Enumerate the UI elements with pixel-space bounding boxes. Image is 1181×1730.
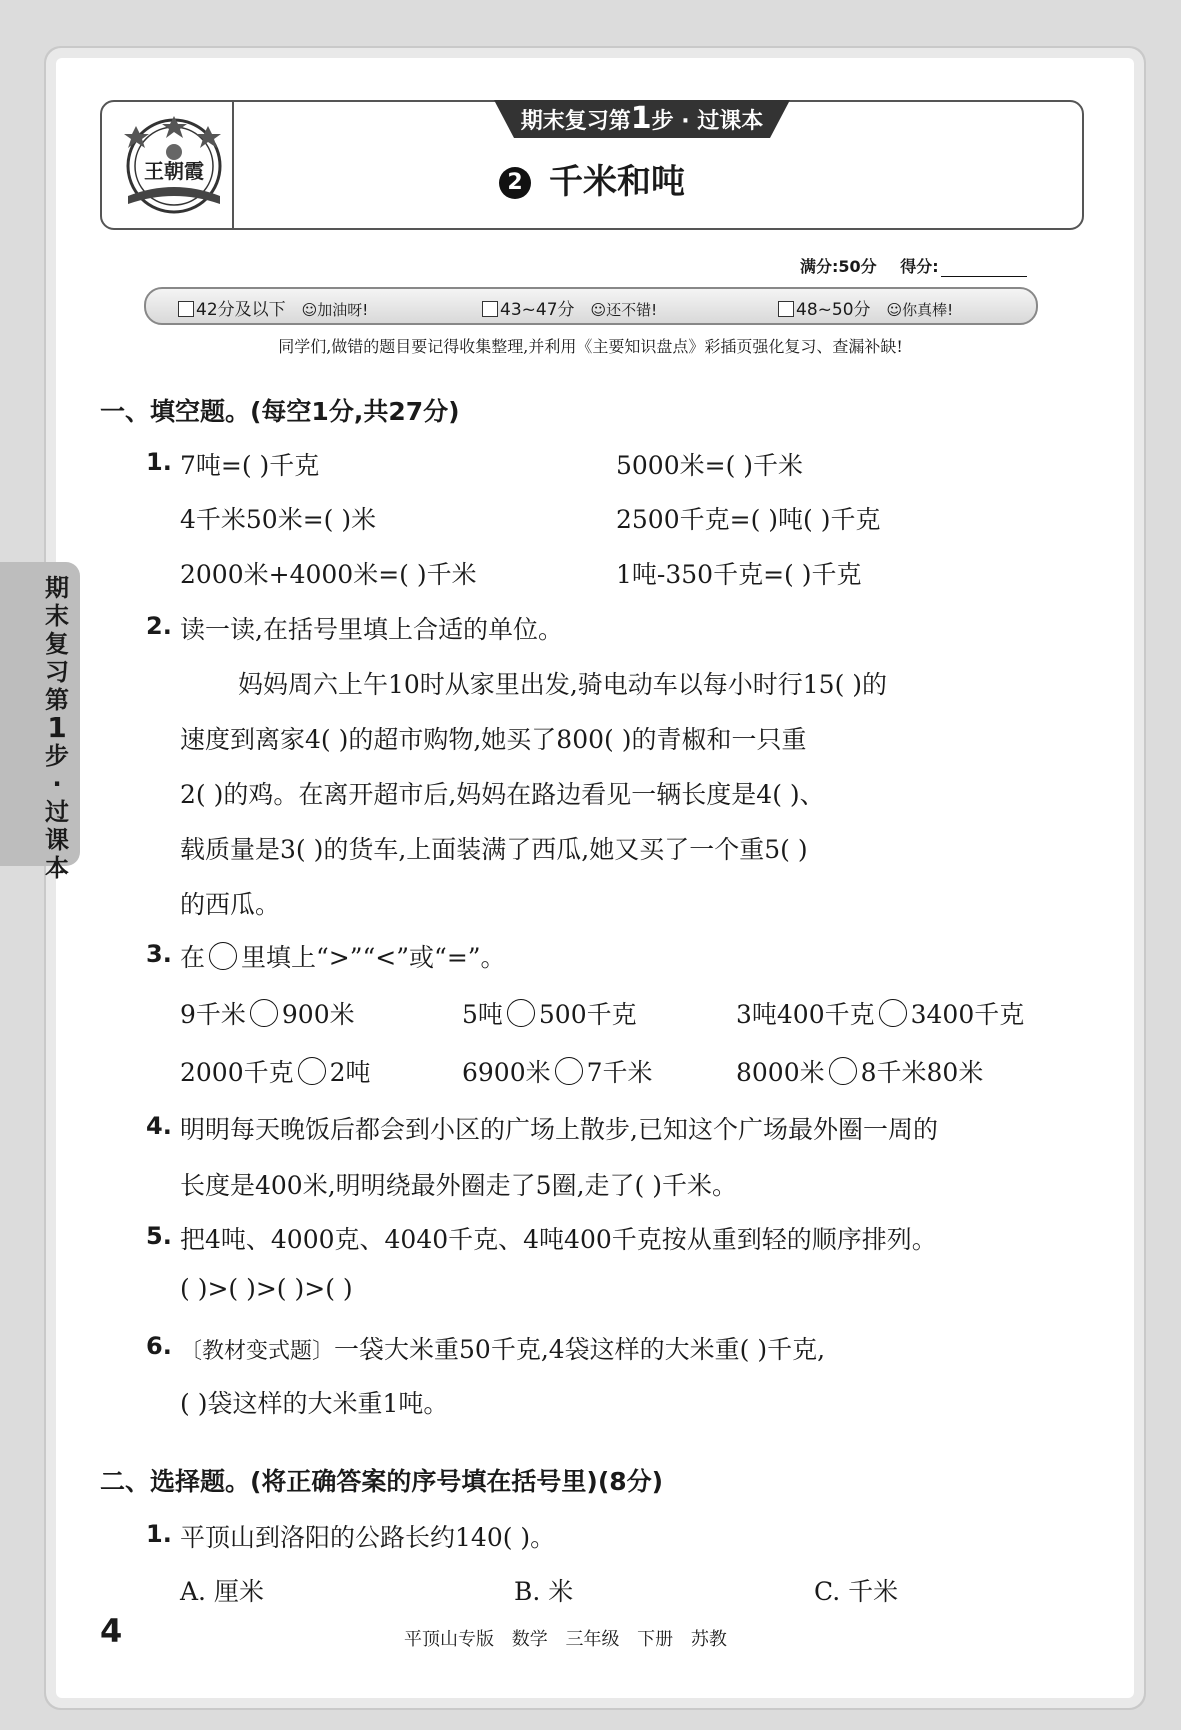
choice-option[interactable]: B. 米 — [514, 1577, 574, 1606]
score-blank[interactable] — [941, 257, 1027, 277]
compare-circle-icon — [209, 942, 237, 970]
score-label: 得分: — [900, 257, 939, 276]
logo-text: 王朝霞 — [144, 159, 204, 183]
face-icon: ☺ — [301, 301, 318, 319]
question-line: 明明每天晚饭后都会到小区的广场上散步,已知这个广场最外圈一周的 — [180, 1115, 938, 1144]
choice-option[interactable]: C. 千米 — [814, 1577, 899, 1606]
question-number: 6. — [146, 1332, 172, 1360]
choice-option[interactable]: A. 厘米 — [180, 1577, 264, 1606]
question-line: 长度是400米,明明绕最外圈走了5圈,走了( )千米。 — [180, 1171, 737, 1200]
compare-circle[interactable] — [298, 1057, 326, 1085]
question-number: 4. — [146, 1112, 172, 1140]
question-number: 1. — [146, 1520, 172, 1548]
question-number: 5. — [146, 1222, 172, 1250]
compare-item: 3吨400千克 3400千克 — [736, 1000, 1025, 1029]
study-tip: 同学们,做错的题目要记得收集整理,并利用《主要知识盘点》彩插页强化复习、查漏补缺! — [278, 337, 903, 356]
footer-info: 平顶山专版 数学 三年级 下册 苏教 — [404, 1629, 727, 1650]
step-banner-text: 期末复习第1步 · 过课本 — [520, 101, 764, 136]
question-stem: 读一读,在括号里填上合适的单位。 — [180, 615, 563, 644]
step-banner — [494, 100, 790, 138]
compare-circle[interactable] — [879, 999, 907, 1027]
question-number: 2. — [146, 612, 172, 640]
compare-item: 2000千克 2吨 — [180, 1058, 371, 1087]
page-number: 4 — [100, 1612, 123, 1650]
fill-item: 4千米50米=( )米 — [180, 505, 377, 534]
unit-title — [102, 154, 1082, 203]
question-number: 1. — [146, 448, 172, 476]
rating-item: 48~50分 ☺你真棒! — [778, 295, 953, 320]
passage-line: 的西瓜。 — [180, 890, 281, 919]
rating-checkbox[interactable] — [482, 301, 498, 317]
question-number: 3. — [146, 940, 172, 968]
score-line — [800, 254, 1027, 277]
face-icon: ☺ — [886, 301, 903, 319]
rating-bar — [144, 287, 1038, 325]
side-tab — [0, 562, 80, 882]
fill-item: 1吨-350千克=( )千克 — [616, 560, 862, 589]
fill-item: 7吨=( )千克 — [180, 451, 320, 480]
compare-item: 8000米 8千米80米 — [736, 1058, 984, 1087]
compare-item: 6900米 7千米 — [462, 1058, 653, 1087]
compare-circle[interactable] — [555, 1057, 583, 1085]
passage-line: 速度到离家4( )的超市购物,她买了800( )的青椒和一只重 — [180, 725, 807, 754]
compare-circle[interactable] — [507, 999, 535, 1027]
passage-line: 妈妈周六上午10时从家里出发,骑电动车以每小时行15( )的 — [238, 670, 888, 699]
fill-item: 2500千克=( )吨( )千克 — [616, 505, 881, 534]
full-score: 满分:50分 — [800, 257, 877, 276]
rating-item: 43~47分 ☺还不错! — [482, 295, 657, 320]
fill-item: 5000米=( )千米 — [616, 451, 804, 480]
passage-line: 2( )的鸡。在离开超市后,妈妈在路边看见一辆长度是4( )、 — [180, 780, 825, 809]
question-tag: 〔教材变式题〕 — [180, 1339, 335, 1364]
rating-checkbox[interactable] — [778, 301, 794, 317]
unit-number-badge: 2 — [499, 167, 531, 199]
compare-item: 9千米 900米 — [180, 1000, 355, 1029]
side-tab-text: 期 末 复 习 第 1 步 · 过 课 本 — [45, 574, 69, 882]
section-title: 一、填空题。(每空1分,共27分) — [100, 397, 460, 426]
compare-circle[interactable] — [250, 999, 278, 1027]
passage-line: 载质量是3( )的货车,上面装满了西瓜,她又买了一个重5( ) — [180, 835, 808, 864]
compare-circle[interactable] — [829, 1057, 857, 1085]
face-icon: ☺ — [590, 301, 607, 319]
compare-item: 5吨 500千克 — [462, 1000, 637, 1029]
question-stem: 把4吨、4000克、4040千克、4吨400千克按从重到轻的顺序排列。 — [180, 1225, 937, 1254]
section-title: 二、选择题。(将正确答案的序号填在括号里)(8分) — [100, 1467, 664, 1496]
question-line: ( )袋这样的大米重1吨。 — [180, 1389, 449, 1418]
question-stem: 平顶山到洛阳的公路长约140( )。 — [180, 1523, 556, 1552]
unit-title-text: 千米和吨 — [549, 162, 685, 202]
question-line: 〔教材变式题〕一袋大米重50千克,4袋这样的大米重( )千克, — [180, 1335, 826, 1364]
fill-item: 2000米+4000米=( )千米 — [180, 560, 477, 589]
question-stem: 在 里填上“>”“<”或“=”。 — [180, 943, 506, 972]
header-card — [100, 100, 1084, 230]
rating-checkbox[interactable] — [178, 301, 194, 317]
answer-line: ( )>( )>( )>( ) — [180, 1274, 353, 1303]
rating-item: 42分及以下 ☺加油呀! — [178, 295, 368, 320]
